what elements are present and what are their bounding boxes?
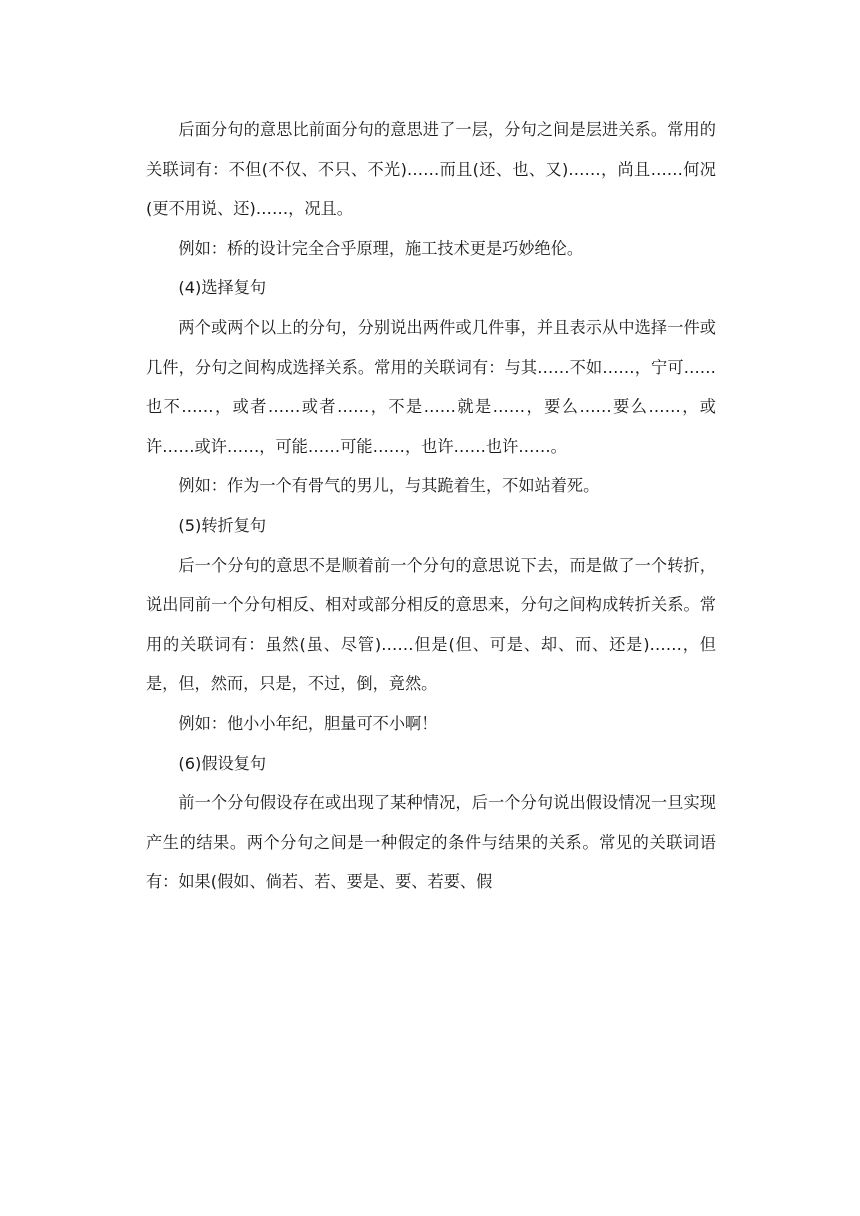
paragraph-progressive-definition: 后面分句的意思比前面分句的意思进了一层，分句之间是层进关系。常用的关联词有：不但(不仅、不只、不光)……而且(还、也、又)……，尚且……何况(更不用说、还)……，况且。 <box>146 120 716 219</box>
heading-hypothetical-compound: (6)假设复句 <box>178 753 267 773</box>
paragraph-adversative-definition: 后一个分句的意思不是顺着前一个分句的意思说下去，而是做了一个转折，说出同前一个分句相反、相对或部分相反的意思来，分句之间构成转折关系。常用的关联词有：虽然(虽、尽管)……但是(但、可是、却、而、还是)……，但是，但，然而，只是，不过，倒，竟然。 <box>146 555 716 694</box>
heading-adversative-compound: (5)转折复句 <box>178 515 267 535</box>
paragraph-adversative-example: 例如：他小小年纪，胆量可不小啊！ <box>178 713 438 733</box>
paragraph-progressive-example: 例如：桥的设计完全合乎原理，施工技术更是巧妙绝伦。 <box>178 238 584 258</box>
heading-choice-compound: (4)选择复句 <box>178 278 267 298</box>
document-body <box>146 110 716 902</box>
paragraph-choice-example: 例如：作为一个有骨气的男儿，与其跪着生，不如站着死。 <box>178 476 600 496</box>
paragraph-hypothetical-definition: 前一个分句假设存在或出现了某种情况，后一个分句说出假设情况一旦实现产生的结果。两个分句之间是一种假定的条件与结果的关系。常见的关联词语有：如果(假如、倘若、若、要是、要、若要、假 <box>146 793 716 892</box>
paragraph-choice-definition: 两个或两个以上的分句，分别说出两件或几件事，并且表示从中选择一件或几件，分句之间构成选择关系。常用的关联词有：与其……不如……，宁可……也不……，或者……或者……，不是……就是……，要么……要么……，或许……或许……，可能……可能……，也许……也许……。 <box>146 317 716 456</box>
